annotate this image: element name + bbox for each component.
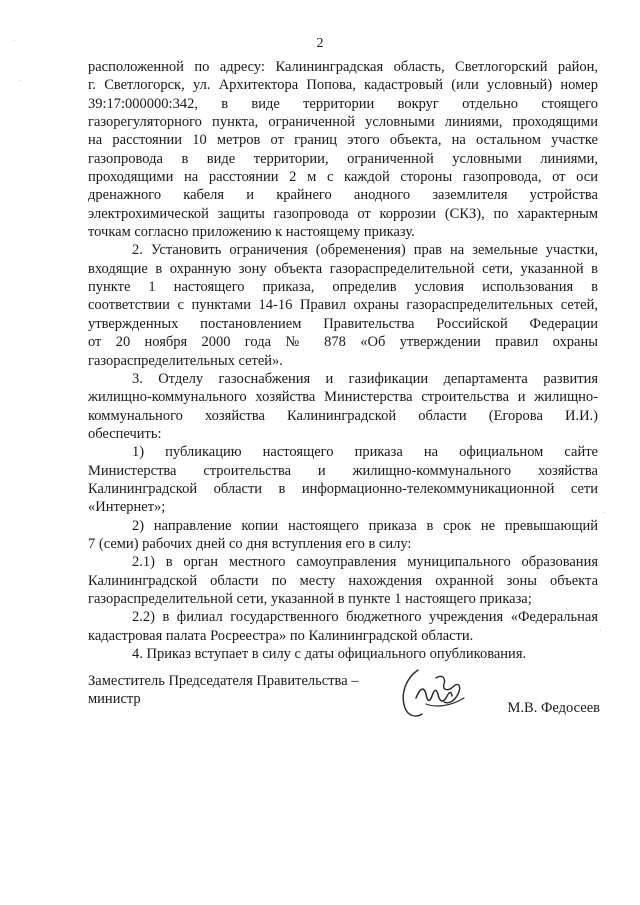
text-line: 39:17:000000:342, в виде территории вокруг отдельно стоящего — [88, 95, 598, 112]
text-line: Министерства строительства и жилищно-коммунального хозяйства — [88, 462, 598, 479]
text-line: расположенной по адресу: Калининградская область, Светлогорский район, — [88, 59, 598, 75]
text-line: соответствии с пунктами 14-16 Правил охраны газораспределительных сетей, — [88, 297, 598, 314]
text-line: дренажного кабеля и крайнего анодного заземлителя устройства — [88, 187, 598, 204]
text-line: от 20 ноября 2000 года № 878 «Об утверждении правил охраны — [88, 334, 598, 351]
text-line: 3. Отделу газоснабжения и газификации департамента развития — [132, 370, 598, 387]
signatory-title: Заместитель Председателя Правительства – министр — [88, 673, 359, 707]
text-line: 1) публикацию настоящего приказа на официальном сайте — [132, 444, 598, 461]
text-line: г. Светлогорск, ул. Архитектора Попова, кадастровый (или условный) номер — [88, 77, 598, 94]
text-line: проходящими на расстоянии 2 м с каждой стороны газопровода, от оси — [88, 169, 598, 186]
text-line: на расстоянии 10 метров от границ этого объекта, на остальном участке — [88, 132, 598, 149]
text-line: 2.1) в орган местного самоуправления муниципального образования — [132, 554, 598, 571]
text-line: Калининградской области в информационно-телекоммуникационной сети — [88, 480, 598, 497]
text-line: 2. Установить ограничения (обременения) прав на земельные участки, — [132, 242, 598, 259]
text-line: газораспределительной сети, указанной в пункте 1 настоящего приказа; — [88, 590, 532, 607]
text-line: газопровода в виде территории, ограниченной условными линиями, — [88, 150, 598, 167]
text-line: 2.2) в филиал государственного бюджетного учреждения «Федеральная — [132, 609, 598, 626]
text-line: обеспечить: — [88, 425, 162, 442]
text-line: 7 (семи) рабочих дней со дня вступления его в силу: — [88, 535, 412, 552]
text-line: пункте 1 настоящего приказа, определив условия использования в — [88, 279, 598, 296]
signatory-name: М.В. Федосеев — [507, 700, 600, 716]
text-line: Калининградской области по месту нахождения охранной зоны объекта — [88, 572, 598, 589]
text-line: утвержденных постановлением Правительства Российской Федерации — [88, 315, 598, 332]
scan-speck — [604, 512, 605, 513]
text-line: «Интернет»; — [88, 499, 166, 516]
text-line: 4. Приказ вступает в силу с даты официального опубликования. — [132, 646, 527, 662]
scan-speck — [600, 630, 601, 631]
signature-block — [88, 672, 600, 732]
scan-speck — [20, 80, 21, 81]
text-line: коммунального хозяйства Калининградской области (Егорова И.И.) — [88, 407, 598, 424]
scan-speck — [14, 40, 15, 41]
handwritten-signature — [396, 664, 476, 724]
text-line: газорегуляторного пункта, ограниченной условными линиями, проходящими — [88, 114, 598, 131]
text-line: 2) направление копии настоящего приказа в срок не превышающий — [132, 517, 598, 534]
text-line: электрохимической защиты газопровода от коррозии (СКЗ), по характерным — [88, 205, 598, 222]
body-text — [88, 58, 598, 663]
text-line: точкам согласно приложению к настоящему приказу. — [88, 224, 415, 241]
text-line: газораспределительных сетей». — [88, 352, 283, 369]
text-line: входящие в охранную зону объекта газораспределительной сети, указанной в — [88, 260, 598, 277]
page-number: 2 — [316, 36, 324, 51]
text-line: кадастровая палата Росреестра» по Калининградской области. — [88, 627, 474, 644]
text-line: жилищно-коммунального хозяйства Министерства строительства и жилищно- — [88, 389, 598, 406]
